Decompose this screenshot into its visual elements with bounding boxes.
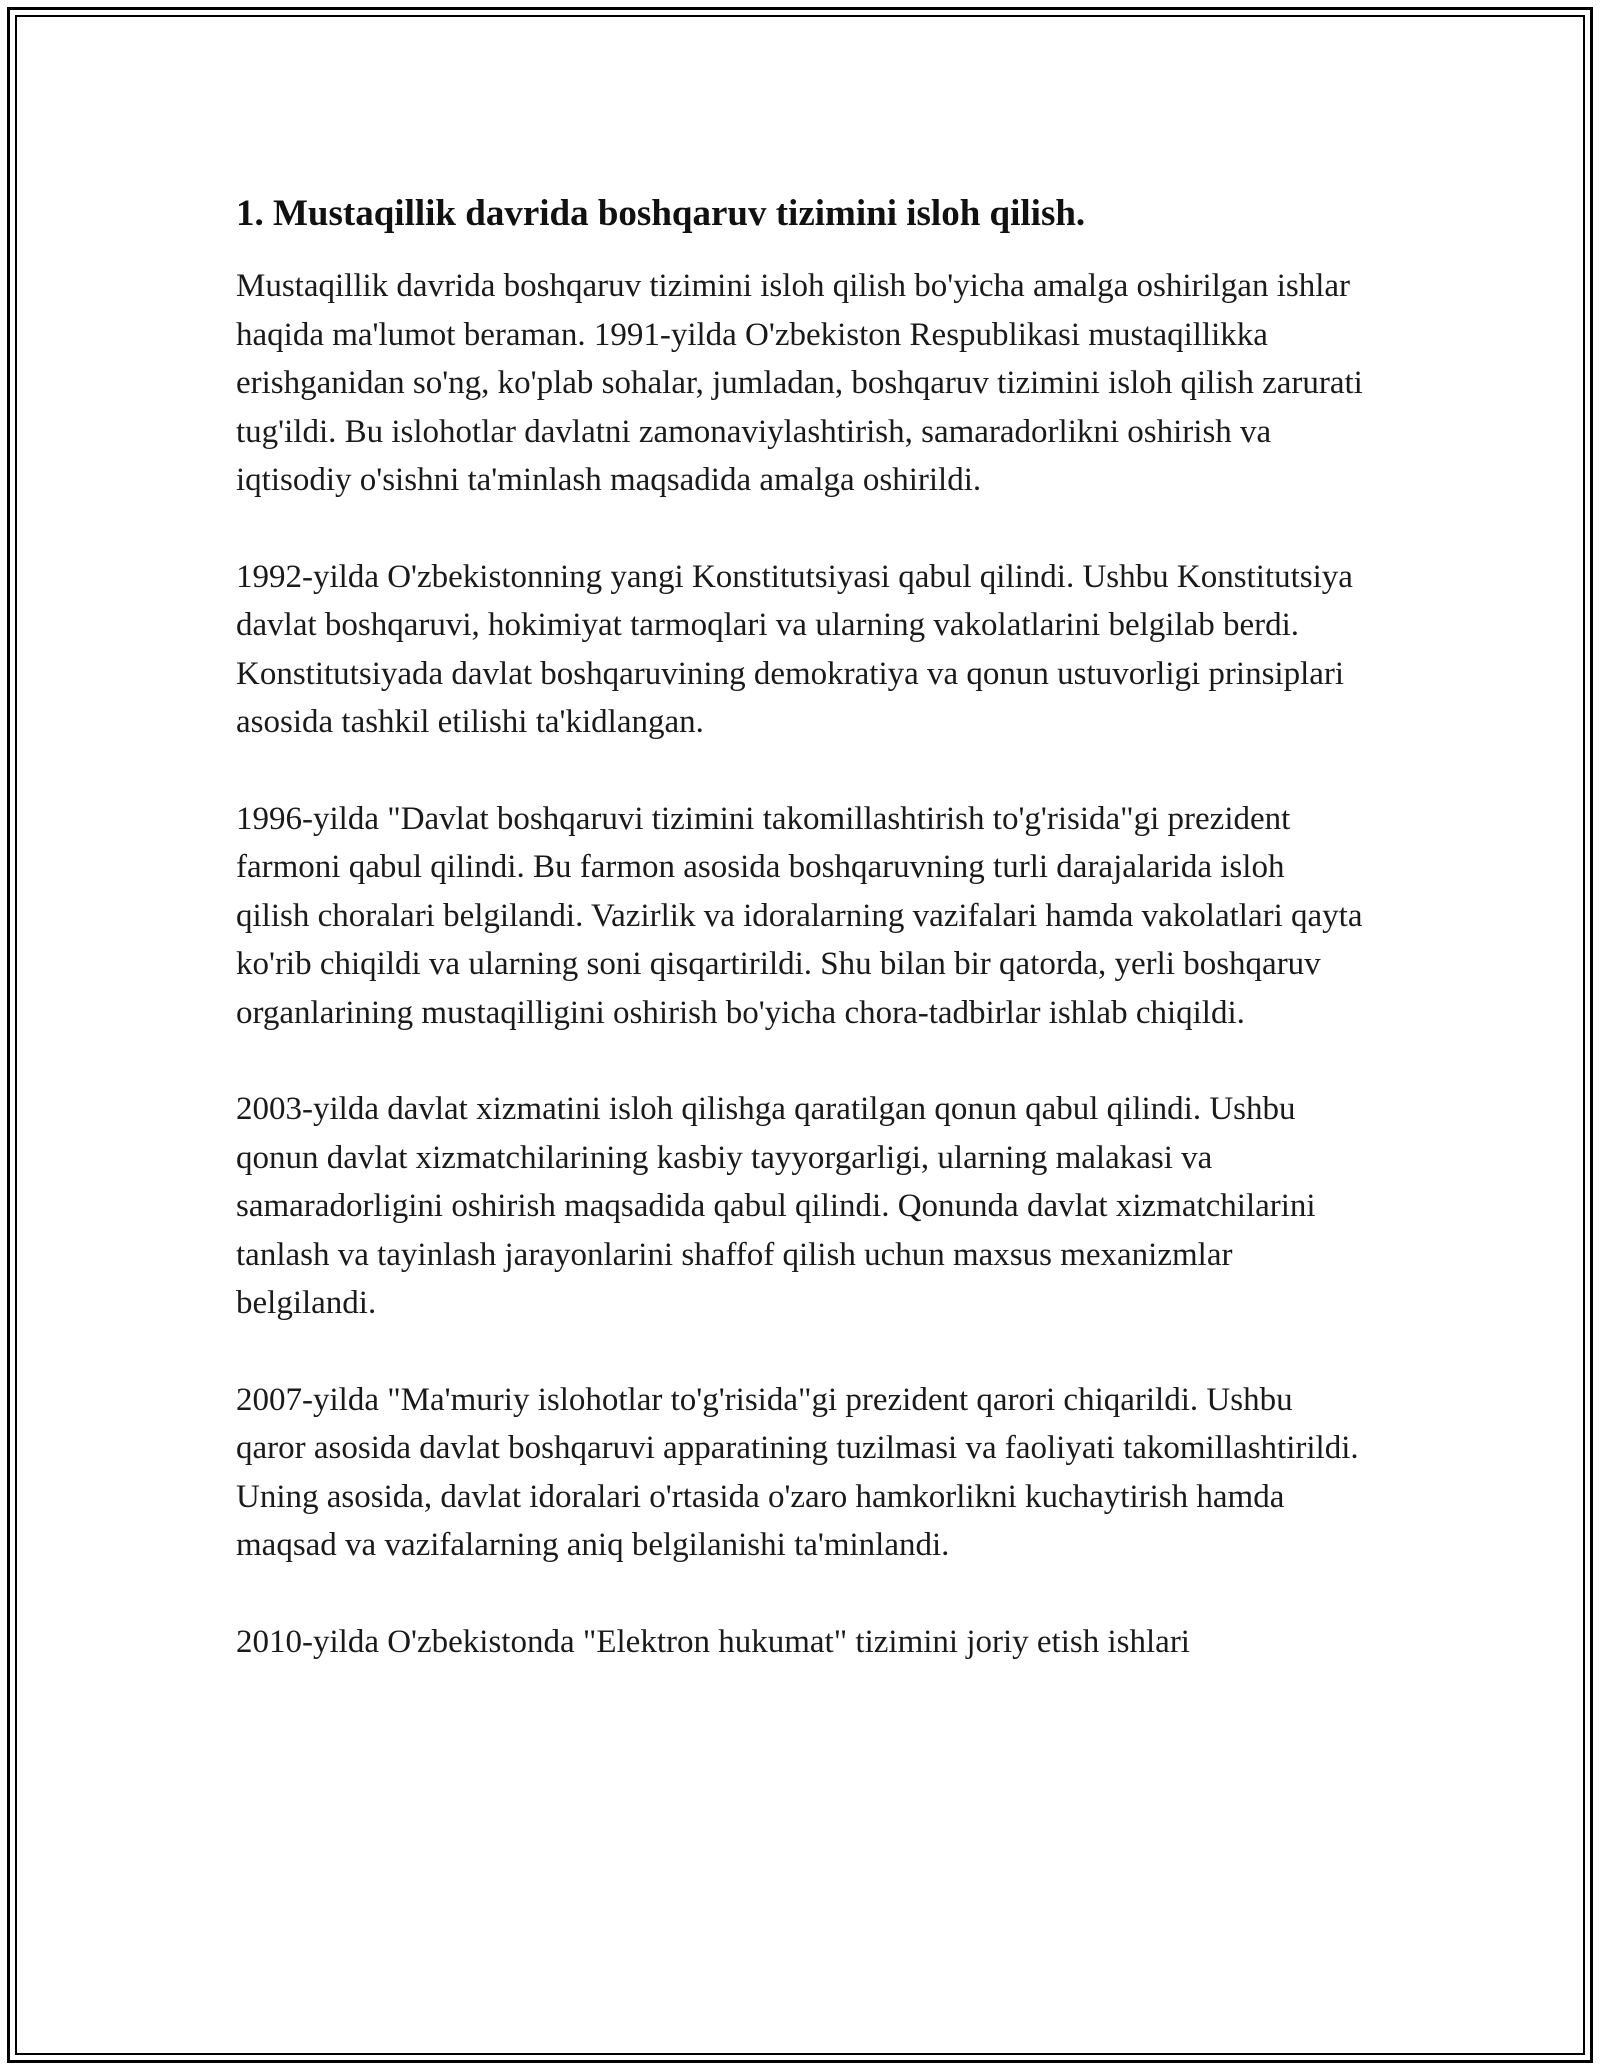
section-heading: 1. Mustaqillik davrida boshqaruv tizimini isloh qilish. [236, 193, 1086, 234]
paragraph-intro: Mustaqillik davrida boshqaruv tizimini isloh qilish bo'yicha amalga oshirilgan ishlar haqida ma'lumot beraman. 1991-yilda O'zbekiston Respublikasi mustaqillikka erishganidan so'ng, ko'plab sohalar, jumladan, boshqaruv tizimini isloh qilish zarurati tug'ildi. Bu islohotlar davlatni zamonaviylashtirish, samaradorlikni oshirish va iqtisodiy o'sishni ta'minlash maqsadida amalga oshirildi. [236, 268, 1363, 498]
paragraph-2007: 2007-yilda "Ma'muriy islohotlar to'g'risida"gi prezident qarori chiqarildi. Ushbu qaror asosida davlat boshqaruvi apparatining tuzilmasi va faoliyati takomillashtirildi. Uning asosida, davlat idoralari o'rtasida o'zaro hamkorlikni kuchaytirish hamda maqsad va vazifalarning aniq belgilanishi ta'minlandi. [236, 1381, 1359, 1563]
paragraph-1996: 1996-yilda "Davlat boshqaruvi tizimini takomillashtirish to'g'risida"gi prezident farmoni qabul qilindi. Bu farmon asosida boshqaruvning turli darajalarida isloh qilish choralari belgilandi. Vazirlik va idoralarning vazifalari hamda vakolatlari qayta ko'rib chiqildi va ularning soni qisqartirildi. Shu bilan bir qatorda, yerli boshqaruv organlarining mustaqilligini oshirish bo'yicha chora-tadbirlar ishlab chiqildi. [236, 800, 1363, 1031]
paragraph-2010: 2010-yilda O'zbekistonda "Elektron hukumat" tizimini joriy etish ishlari [236, 1623, 1190, 1660]
document-body [236, 186, 1366, 1714]
paragraph-2003: 2003-yilda davlat xizmatini isloh qilishga qaratilgan qonun qabul qilindi. Ushbu qonun davlat xizmatchilarining kasbiy tayyorgarligi, ularning malakasi va samaradorligini oshirish maqsadida qabul qilindi. Qonunda davlat xizmatchilarini tanlash va tayinlash jarayonlarini shaffof qilish uchun maxsus mexanizmlar belgilandi. [236, 1091, 1316, 1321]
paragraph-1992: 1992-yilda O'zbekistonning yangi Konstitutsiyasi qabul qilindi. Ushbu Konstitutsiya davlat boshqaruvi, hokimiyat tarmoqlari va ularning vakolatlarini belgilab berdi. Konstitutsiyada davlat boshqaruvining demokratiya va qonun ustuvorligi prinsiplari asosida tashkil etilishi ta'kidlangan. [236, 558, 1353, 740]
